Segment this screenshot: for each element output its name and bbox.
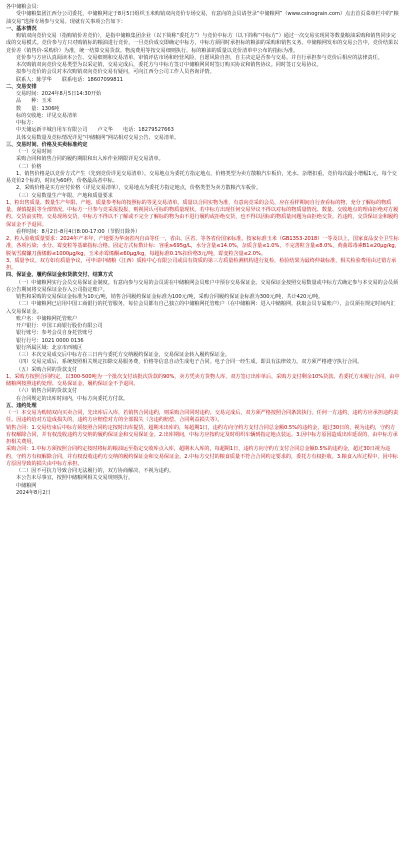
document-paragraph: 联系人：陈学华 联系电话：18607099811 [16, 76, 123, 83]
document-paragraph: （五）采购合同的货款支付 [16, 366, 78, 373]
document-paragraph: （一）本交易为购销双向买卖合同，先出库后入库，若销售合同违约，则采购合同同时违约。交易完成后，双方须严格按照合同条款执行。任何一方违约，违约方应承担违约责任。因违约给对方造成损失的，违约方应赔偿对方的全部损失（含违约赔偿、合同利益损失等）。 [6, 410, 399, 424]
document-paragraph: （二）中储粮网已启用中国工商银行的托管服务，每位会员都有自己独立的中储粮网托管账户（在中储粮网：进入中储粮网，获取会员专属账户），会员须在规定时间内汇入交易保证金。 [6, 301, 396, 315]
document-paragraph: （一）交易时间 [16, 149, 52, 155]
document-paragraph: 二、交易安排 [6, 83, 37, 90]
document-paragraph: （四）交易完成后，系统按照相关规定扣除交易服务费，价格等信息自动生成电子合同。电子合同一经生成，即具有法律效力。双方须严格遵守执行合同。 [16, 359, 363, 366]
document-paragraph: 数 量：1306吨 [16, 105, 60, 112]
document-paragraph: 交易时间：2024年8月5日14:30开始 [16, 91, 102, 97]
document-paragraph: 品 种：玉米 [16, 98, 52, 105]
document-paragraph: 看样时间：8月2日-8月4日8:00-17:00（节假日除外） [16, 228, 141, 235]
document-paragraph: 拟参与竞价的会员对本次购销双向竞价交易有疑问，可向江西分公司工作人员咨询详情。 [16, 69, 215, 76]
document-paragraph: 1、粒出售质量。数量生产年限、产地、质量参考标的按照标的等见交易清单。质量以合同实物为准，有意向竞采的会员，应在看样期间自行查看标的物，充分了解标的物质量，谨慎提报等全部情况。中标方一旦参与竞采报投报，则视同认可标的物质量现状。若中标方出现任何交易异议不得以对标的物质量情况、数量、交收地点的理由拒绝对方履约。交货前实物。交易现场交货，中标方不得以不了解或不完全了解标的物为由不进行履约或拒绝交货，也不得以因标的物质量问题为由拒绝交货。若违约，交货保证金和履约保证金不予退回。 [6, 199, 399, 228]
document-paragraph: 购销双向竞价交易（指购销价差竞价），是指中储粮集团企业（以下简称“委托方”）与竞价中标方（以下简称“中标方”）通过一次交易实现同等数量粮油采购和销售同步完成的交易模式。竞价参与方只对购销标的粮油进行竞价，一旦竞价成交即确定中标方，中标方须同时承担标的粮油的采购和销售义务。中储粮网发布的交易公告中，竞价结果以竞价差（销售价-采购价）为准，统一结算交易货款。物流费用等按交易细则执行。标的粮油的质量以竞价清单中公布的指标为准。 [6, 33, 399, 54]
document-paragraph: （三）本次交易成交后中标方在三日内与委托方交纳履约保证金，交易保证金转入履约保证金。 [16, 352, 230, 358]
document-paragraph: 中储粮网 [16, 482, 37, 489]
document-paragraph: 五、违约处理 [6, 402, 37, 409]
document-paragraph: 银行所属区域：北京市西城区 [16, 344, 83, 351]
document-paragraph: 1、销售价格是以竞价方式产生（先到竞价详见交易清单）。交易地点为委托方指定地点，价格类型为卖方散粮汽车板价，光水、杂增扣重。竞价每次最小增幅1元，每个交易竞价2个标的，时间为60秒，价格最高者中标。 [6, 170, 397, 184]
document-paragraph: 各中储粮会员： [6, 4, 42, 10]
document-paragraph: 标的交收地：详见交易清单 [16, 112, 78, 119]
document-paragraph: 受中储粮集团江西分公司委托，中储粮网定于8月5日组织玉米购销双向竞价专场交易，有意向的会员请登录“中储粮网”（www.csinograin.com）点击首页菜单栏中的“粮油交易”选择专场参与交易。现就有关事项公告如下： [6, 11, 399, 25]
document-paragraph: 四、保证金、履约保证金和货款交付、结算方式 [6, 272, 113, 279]
document-paragraph: 中天储运新丰城自用车有限公司 卢文华 电话：18279527663 [16, 127, 174, 134]
document-paragraph: （六）销售合同的货款支付 [16, 388, 78, 395]
document-paragraph: 具体交易数量及竞标情况详见“中储粮网”网站相对交易公告、交易清单。 [16, 134, 180, 141]
document-paragraph: （二）价格 [16, 163, 42, 170]
document-paragraph: 一、基本情况 [6, 25, 37, 32]
document-paragraph: 2、采购价格是买方应付价格（详见交易清单），交易地点为委托方指定地点，价格类型为卖方散粮汽车板价。 [16, 185, 262, 192]
document-paragraph: 开户银行：中国工商银行股份有限公司 [16, 323, 103, 329]
document-paragraph: 本次购销双向竞价交易类型为以采定销，交易完成后，委托方与中标方签订中储粮网同时签订购买协议和销售协议。同时签订交易协议。 [16, 62, 322, 68]
document-paragraph: 采购合同和销售合同的履约期限和出入库作业期限详见交易清单。 [16, 156, 164, 163]
document-paragraph: （三）交易数量生产年限、产地和质量要求 [16, 192, 113, 199]
document-paragraph: 银行行号：1021 0000 0136 [16, 337, 84, 344]
document-paragraph: （二）因不可抗力导致合同无法履行的，双方协商解决，不视为违约。 [16, 468, 174, 474]
document-paragraph: 竞价参与方应认真阅读本公告、交易细则和交易清单，审慎评估市场和经营风险，自愿风险自担，自主决定是否参与交易。并自行承担参与竞价后相应的法律责任。 [16, 54, 383, 61]
document-paragraph: 1、采购方按照合同约定，以300-500吨为一个批次支付该批次货款的90%，卖方凭卖方货物人库，双方签订出库单后，采购方支付剩余10%货款。若委托方未履行合同，由中储粮网按照违约处理。交易保证金、履约保证金不予退回。 [6, 373, 400, 387]
document-paragraph: 采购合同：1.中标方须按照合同约定按时将标的粮油运至指定交收库点入库，超期未入库的，每超期1日，违约方向守约方支付合同总金额0.5%的违约金，超过30日视为违约，守约方有权解除合同，并有权没收违约方交纳的履约保证金和交易保证金。2.中标方交付的粮食质量不符合合同约定要求的，委托方有权拒收。3.粮食入库过程中，因中标方原因导致的损失由中标方承担。 [6, 446, 398, 467]
document-paragraph: 3、质量争议。双方如有质量争议，可申请中储粮（江西）质检中心有限公司或具有资质的第三方质量检测机构进行复检，检验结果为最终仲裁标准，相关检验费用由过错方承担。 [6, 257, 397, 271]
document-paragraph: 2、粒入验收质量要求：2024年产本年，产地要为华南省内自由等任一，省由、区省、等各省份国家标准。按家标准玉米（GB1353-2018）一等及以上，国家食品安全卫生标准，各项污染；水分、霉变粒等基础指标合格。固定方式标数计标：容重≥695g/L，水分含量≤14.0%，杂质含量≤1.0%，不完善粒含量≤8.0%，黄曲霉毒素B1≤20μg/kg，脱氧雪腐镰刀菌烯醇≤1000μg/kg，玉米赤霉烯酮≤60μg/kg，每超标准0.1%扣价格3元/吨，霉变粒含量≤2.0%。 [6, 236, 400, 257]
document-paragraph: 本公告未尽事宜，按照中储粮网相关交易规则执行。 [16, 475, 134, 482]
document-paragraph: 2024年8月2日 [16, 489, 51, 496]
document-paragraph: 银行账号：参考会员自身托管账号 [16, 330, 93, 337]
document-paragraph: 三、交易时间、价格及买卖标准约定 [6, 141, 88, 148]
document-paragraph: 销售合同：1.交易结束后中标方须按照合同约定按时出库提货，超期未出库的，每超期1日，违约方向守约方支付合同总金额0.5%的违约金，超过30日的，视为违约，守约方有权解除合同，并有权没收违约方交纳的履约保证金和交易保证金。2.出库期间，中标方应按约定及时组织车辆到指定地点装运。3.因中标方原因造成出库延误的，由中标方承担相关费用。 [6, 424, 398, 445]
document-paragraph: 销售和采购的交易保证金标准为10元/吨，销售合同履约保证金标准为100元/吨，采购合同履约保证金标准为300元/吨，共计420元/吨。 [16, 294, 324, 300]
document-paragraph: 在合同规定的出库时间内，中标方向委托方付款。 [16, 395, 129, 402]
document-paragraph: 账户名：中储粮网托管账户 [16, 315, 78, 322]
document-paragraph: （一）中储粮网实行会员交易保证金制度。有意向参与交易的会员需在中储粮网会员账户中预存交易保证金。交易保证金按照交易数量或中标方式确定参与本交易的会员须在公告期间将交易保证金存入公司指定账户。 [6, 279, 399, 293]
document-paragraph: 中标方： [16, 120, 37, 126]
